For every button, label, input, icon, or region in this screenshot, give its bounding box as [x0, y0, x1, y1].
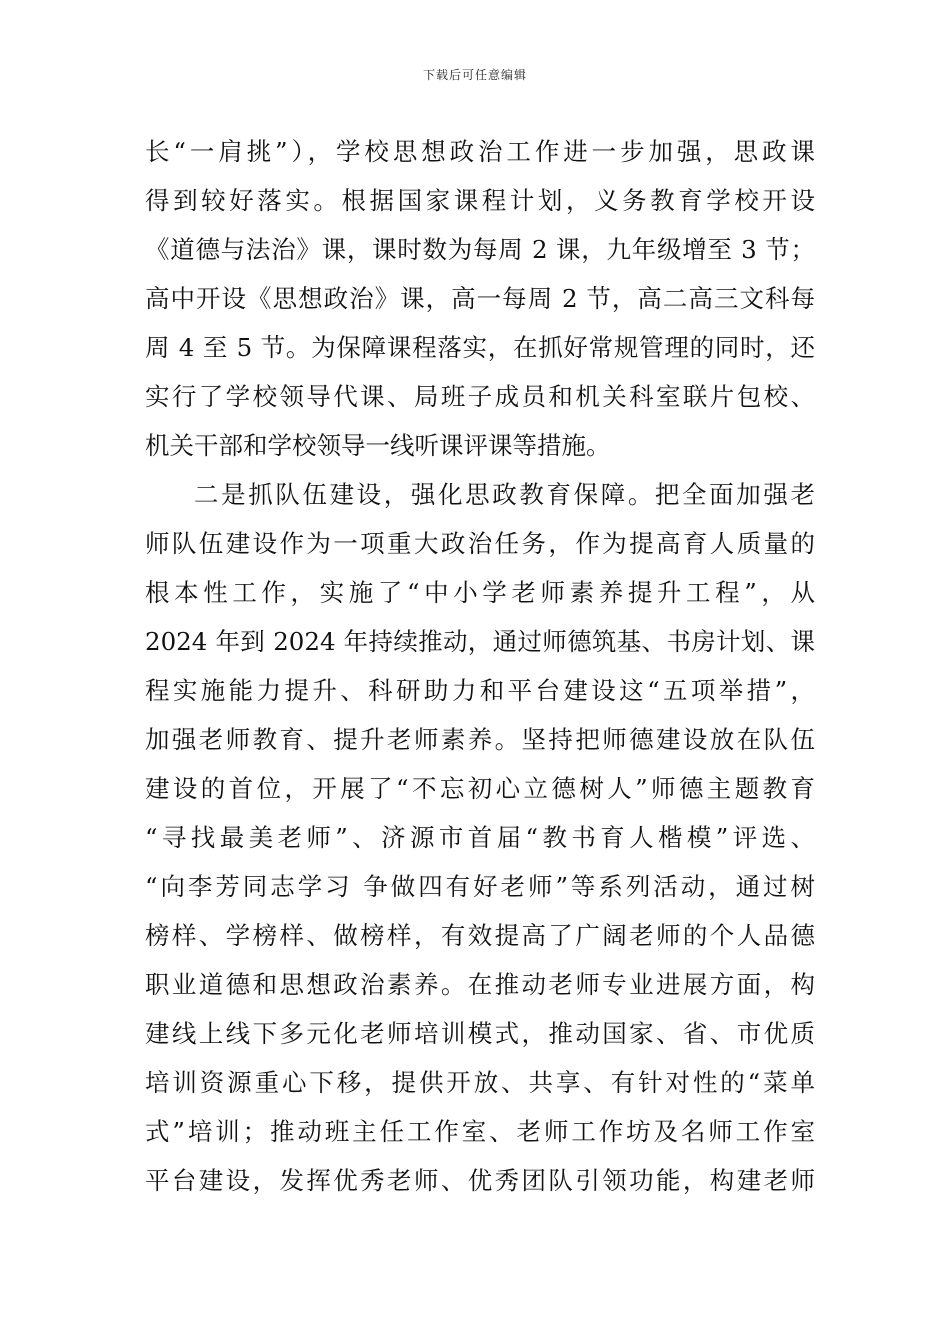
paragraph-first-line: 二是抓队伍建设，强化思政教育保障。把全面加强老 [194, 480, 815, 509]
text-line: 加强老师教育、提升老师素养。坚持把师德建设放在队伍 [145, 725, 815, 754]
text-line: 根本性工作，实施了“中小学老师素养提升工程”，从 [145, 578, 815, 607]
text-line: 建设的首位，开展了“不忘初心立德树人”师德主题教育 [145, 774, 815, 803]
text-line: “向李芳同志学习 争做四有好老师”等系列活动，通过树 [145, 872, 815, 901]
text-line: 平台建设，发挥优秀老师、优秀团队引领功能，构建老师 [145, 1166, 815, 1195]
document-body [145, 127, 815, 1205]
text-line: 实行了学校领导代课、局班子成员和机关科室联片包校、 [145, 382, 815, 411]
text-line: 培训资源重心下移，提供开放、共享、有针对性的“菜单 [145, 1068, 815, 1097]
text-line: 《道德与法治》课，课时数为每周 2 课，九年级增至 3 节； [145, 235, 815, 264]
text-line: 高中开设《思想政治》课，高一每周 2 节，高二高三文科每 [145, 284, 815, 313]
text-line: 式”培训；推动班主任工作室、老师工作坊及名师工作室 [145, 1117, 815, 1146]
text-line: “寻找最美老师”、济源市首届“教书育人楷模”评选、 [145, 823, 815, 852]
text-line: 机关干部和学校领导一线听课评课等措施。 [145, 431, 611, 460]
text-line: 建线上线下多元化老师培训模式，推动国家、省、市优质 [145, 1019, 815, 1048]
text-line: 得到较好落实。根据国家课程计划，义务教育学校开设 [145, 186, 815, 215]
text-line: 师队伍建设作为一项重大政治任务，作为提高育人质量的 [145, 529, 815, 558]
text-line: 长“一肩挑”），学校思想政治工作进一步加强，思政课 [145, 137, 815, 166]
text-line: 程实施能力提升、科研助力和平台建设这“五项举措”， [145, 676, 815, 705]
page-header: 下载后可任意编辑 [422, 68, 527, 82]
text-line: 职业道德和思想政治素养。在推动老师专业进展方面，构 [145, 970, 815, 999]
text-line: 2024 年到 2024 年持续推动，通过师德筑基、书房计划、课 [145, 627, 815, 656]
text-line: 榜样、学榜样、做榜样，有效提高了广阔老师的个人品德 [145, 921, 815, 950]
text-line: 周 4 至 5 节。为保障课程落实，在抓好常规管理的同时，还 [145, 333, 815, 362]
